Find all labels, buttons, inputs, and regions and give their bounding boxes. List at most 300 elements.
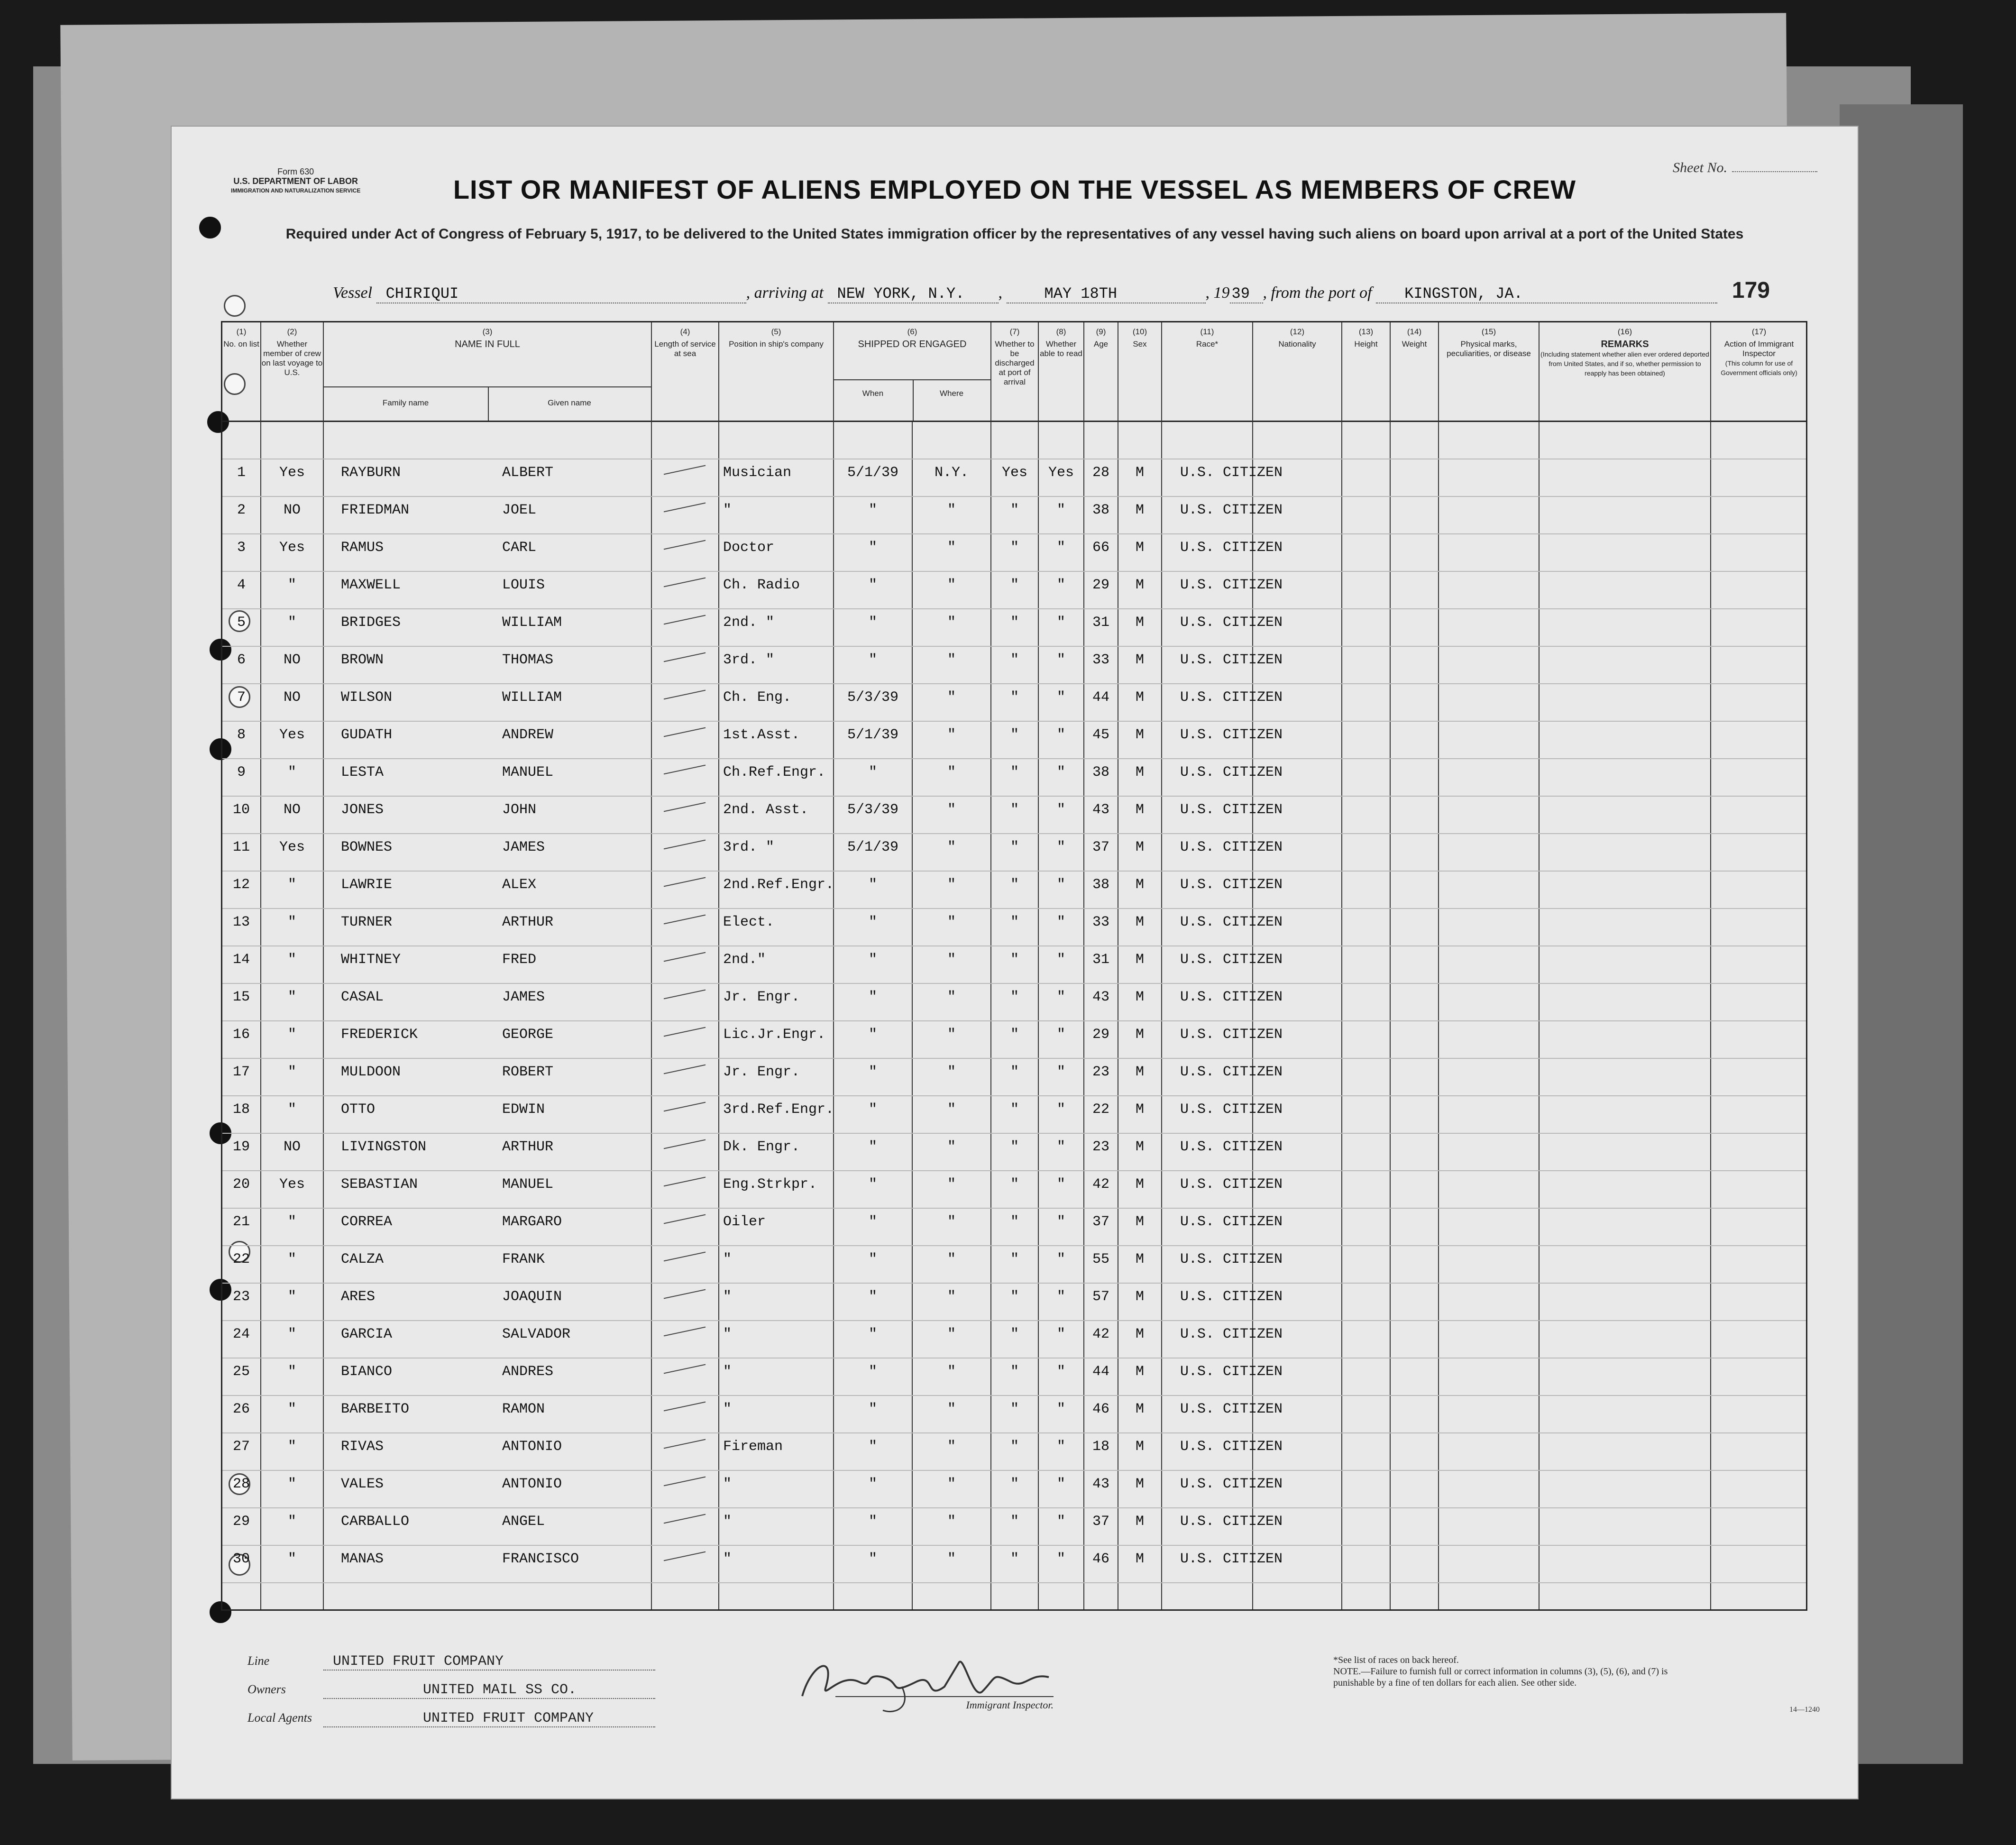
shipped-when-cell: 5/1/39	[847, 727, 899, 743]
table-row	[222, 1312, 1806, 1349]
position-cell: Oiler	[723, 1214, 766, 1230]
family-name-cell: ARES	[341, 1289, 376, 1305]
table-row	[222, 863, 1806, 900]
able-to-read-cell: "	[1056, 1251, 1065, 1267]
shipped-where-cell: "	[947, 1139, 956, 1155]
discharged-cell: "	[1010, 877, 1019, 893]
age-cell: 46	[1092, 1401, 1109, 1417]
header-divider	[834, 379, 990, 380]
service-tick-mark	[664, 840, 706, 850]
discharged-cell: "	[1010, 1064, 1019, 1080]
age-cell: 31	[1092, 952, 1109, 968]
vessel-name: CHIRIQUI	[376, 285, 746, 303]
shipped-where-cell: "	[947, 540, 956, 556]
age-cell: 31	[1092, 615, 1109, 631]
sex-cell: M	[1135, 465, 1144, 481]
discharged-cell: "	[1010, 1101, 1019, 1118]
col-header-service: (4) Length of service at sea	[654, 327, 716, 358]
last-voyage-cell: "	[287, 1476, 296, 1492]
form-service: IMMIGRATION AND NATURALIZATION SERVICE	[231, 187, 361, 194]
line-value: UNITED FRUIT COMPANY	[323, 1653, 655, 1671]
col-header-physical-marks: (15) Physical marks, peculiarities, or disease	[1447, 327, 1531, 358]
col-header-when: When	[862, 389, 884, 398]
sex-cell: M	[1135, 652, 1144, 668]
discharged-cell: "	[1010, 802, 1019, 818]
row-number: 24	[232, 1326, 250, 1342]
table-row	[222, 713, 1806, 750]
row-number: 4	[237, 577, 246, 593]
age-cell: 37	[1092, 1514, 1109, 1530]
service-tick-mark	[664, 690, 706, 700]
discharged-cell: "	[1010, 1251, 1019, 1267]
shipped-where-cell: "	[947, 989, 956, 1005]
shipped-when-cell: "	[868, 652, 877, 668]
last-voyage-cell: "	[287, 877, 296, 893]
col-header-height: (13) Height	[1354, 327, 1378, 349]
age-cell: 28	[1092, 465, 1109, 481]
given-name-cell: ARTHUR	[502, 914, 554, 930]
table-row	[222, 1387, 1806, 1424]
punch-hole	[199, 217, 221, 239]
able-to-read-cell: "	[1056, 577, 1065, 593]
nationality-cell: U.S. CITIZEN	[1180, 727, 1283, 743]
nationality-cell: U.S. CITIZEN	[1180, 1101, 1283, 1118]
row-number: 7	[237, 689, 246, 706]
able-to-read-cell: "	[1056, 764, 1065, 780]
able-to-read-cell: "	[1056, 1476, 1065, 1492]
shipped-when-cell: "	[868, 1251, 877, 1267]
sex-cell: M	[1135, 502, 1144, 518]
table-row	[222, 1050, 1806, 1087]
position-cell: Doctor	[723, 540, 775, 556]
col-header-nationality: (12) Nationality	[1278, 327, 1316, 349]
row-number: 19	[232, 1139, 250, 1155]
able-to-read-cell: "	[1056, 1064, 1065, 1080]
shipped-when-cell: 5/1/39	[847, 839, 899, 855]
service-tick-mark	[664, 802, 706, 812]
given-name-cell: MARGARO	[502, 1214, 562, 1230]
family-name-cell: LESTA	[341, 764, 384, 780]
year-prefix: 19	[1213, 284, 1230, 302]
table-body	[222, 422, 1806, 1609]
last-voyage-cell: NO	[283, 802, 301, 818]
position-cell: Elect.	[723, 914, 775, 930]
able-to-read-cell: "	[1056, 914, 1065, 930]
shipped-where-cell: "	[947, 1401, 956, 1417]
age-cell: 33	[1092, 652, 1109, 668]
sex-cell: M	[1135, 1064, 1144, 1080]
shipped-where-cell: "	[947, 652, 956, 668]
shipped-when-cell: "	[868, 1101, 877, 1118]
able-to-read-cell: "	[1056, 502, 1065, 518]
shipped-when-cell: "	[868, 1289, 877, 1305]
position-cell: Musician	[723, 465, 792, 481]
row-number: 30	[232, 1551, 250, 1567]
given-name-cell: LOUIS	[502, 577, 545, 593]
sex-cell: M	[1135, 1551, 1144, 1567]
able-to-read-cell: "	[1056, 1551, 1065, 1567]
discharged-cell: "	[1010, 1551, 1019, 1567]
last-voyage-cell: "	[287, 764, 296, 780]
row-number: 6	[237, 652, 246, 668]
age-cell: 45	[1092, 727, 1109, 743]
col-header-name: (3) NAME IN FULL	[455, 327, 520, 349]
shipped-where-cell: "	[947, 1064, 956, 1080]
row-number: 25	[232, 1364, 250, 1380]
age-cell: 18	[1092, 1439, 1109, 1455]
age-cell: 23	[1092, 1064, 1109, 1080]
able-to-read-cell: "	[1056, 1027, 1065, 1043]
family-name-cell: LIVINGSTON	[341, 1139, 427, 1155]
last-voyage-cell: "	[287, 1401, 296, 1417]
table-row	[222, 563, 1806, 600]
last-voyage-cell: "	[287, 1289, 296, 1305]
nationality-cell: U.S. CITIZEN	[1180, 1364, 1283, 1380]
sex-cell: M	[1135, 914, 1144, 930]
given-name-cell: CARL	[502, 540, 537, 556]
last-voyage-cell: "	[287, 577, 296, 593]
table-row	[222, 1462, 1806, 1499]
position-cell: 1st.Asst.	[723, 727, 800, 743]
row-number: 12	[232, 877, 250, 893]
last-voyage-cell: Yes	[279, 540, 305, 556]
nationality-cell: U.S. CITIZEN	[1180, 914, 1283, 930]
service-tick-mark	[664, 990, 706, 1000]
last-voyage-cell: NO	[283, 652, 301, 668]
service-tick-mark	[664, 1139, 706, 1149]
age-cell: 23	[1092, 1139, 1109, 1155]
position-cell: Ch. Radio	[723, 577, 800, 593]
given-name-cell: FRANK	[502, 1251, 545, 1267]
sex-cell: M	[1135, 1251, 1144, 1267]
service-tick-mark	[664, 652, 706, 662]
inspector-label: Immigrant Inspector.	[835, 1696, 1054, 1711]
sheet-number-field	[1673, 160, 1817, 176]
crew-table	[221, 321, 1807, 1611]
table-row	[222, 638, 1806, 675]
nationality-cell: U.S. CITIZEN	[1180, 1289, 1283, 1305]
sex-cell: M	[1135, 727, 1144, 743]
discharged-cell: "	[1010, 1176, 1019, 1193]
able-to-read-cell: "	[1056, 877, 1065, 893]
given-name-cell: RAMON	[502, 1401, 545, 1417]
row-number: 21	[232, 1214, 250, 1230]
age-cell: 43	[1092, 1476, 1109, 1492]
col-header-where: Where	[939, 389, 964, 398]
shipped-when-cell: "	[868, 1064, 877, 1080]
discharged-cell: "	[1010, 1514, 1019, 1530]
family-name-cell: MULDOON	[341, 1064, 401, 1080]
shipped-where-cell: "	[947, 952, 956, 968]
row-number: 10	[232, 802, 250, 818]
position-cell: "	[723, 1251, 732, 1267]
family-name-cell: RIVAS	[341, 1439, 384, 1455]
nationality-cell: U.S. CITIZEN	[1180, 1476, 1283, 1492]
given-name-cell: FRED	[502, 952, 537, 968]
sex-cell: M	[1135, 802, 1144, 818]
row-number: 27	[232, 1439, 250, 1455]
header-divider	[488, 386, 489, 421]
able-to-read-cell: "	[1056, 540, 1065, 556]
service-tick-mark	[664, 1402, 706, 1412]
position-cell: Eng.Strkpr.	[723, 1176, 817, 1193]
table-row	[222, 937, 1806, 975]
shipped-when-cell: "	[868, 764, 877, 780]
nationality-cell: U.S. CITIZEN	[1180, 1176, 1283, 1193]
position-cell: "	[723, 1401, 732, 1417]
last-voyage-cell: NO	[283, 502, 301, 518]
shipped-when-cell: "	[868, 1139, 877, 1155]
arrival-year: 39	[1230, 285, 1263, 303]
table-row	[222, 975, 1806, 1012]
col-header-age: (9) Age	[1093, 327, 1109, 349]
family-name-cell: JONES	[341, 802, 384, 818]
able-to-read-cell: "	[1056, 727, 1065, 743]
discharged-cell: "	[1010, 952, 1019, 968]
given-name-cell: ANTONIO	[502, 1476, 562, 1492]
age-cell: 43	[1092, 989, 1109, 1005]
shipped-when-cell: 5/1/39	[847, 465, 899, 481]
given-name-cell: WILLIAM	[502, 689, 562, 706]
nationality-cell: U.S. CITIZEN	[1180, 1214, 1283, 1230]
family-name-cell: BARBEITO	[341, 1401, 410, 1417]
last-voyage-cell: "	[287, 989, 296, 1005]
given-name-cell: THOMAS	[502, 652, 554, 668]
table-row	[222, 1275, 1806, 1312]
table-row	[222, 750, 1806, 788]
row-number: 17	[232, 1064, 250, 1080]
given-name-cell: JAMES	[502, 839, 545, 855]
last-voyage-cell: Yes	[279, 465, 305, 481]
family-name-cell: FRIEDMAN	[341, 502, 410, 518]
service-tick-mark	[664, 1327, 706, 1337]
position-cell: 3rd.Ref.Engr.	[723, 1101, 834, 1118]
last-voyage-cell: "	[287, 1101, 296, 1118]
able-to-read-cell: "	[1056, 1139, 1065, 1155]
table-row	[222, 1424, 1806, 1462]
age-cell: 33	[1092, 914, 1109, 930]
nationality-cell: U.S. CITIZEN	[1180, 839, 1283, 855]
given-name-cell: ALBERT	[502, 465, 554, 481]
row-number: 23	[232, 1289, 250, 1305]
age-cell: 44	[1092, 689, 1109, 706]
position-cell: Fireman	[723, 1439, 783, 1455]
col-header-shipped: (6) SHIPPED OR ENGAGED	[858, 327, 967, 349]
given-name-cell: ANDREW	[502, 727, 554, 743]
discharged-cell: "	[1010, 1139, 1019, 1155]
sex-cell: M	[1135, 1027, 1144, 1043]
departure-port: KINGSTON, JA.	[1376, 285, 1717, 303]
given-name-cell: EDWIN	[502, 1101, 545, 1118]
position-cell: "	[723, 1514, 732, 1530]
age-cell: 43	[1092, 802, 1109, 818]
discharged-cell: "	[1010, 1289, 1019, 1305]
shipped-where-cell: N.Y.	[934, 465, 969, 481]
shipped-when-cell: 5/3/39	[847, 689, 899, 706]
table-row	[222, 600, 1806, 638]
shipped-where-cell: "	[947, 1326, 956, 1342]
discharged-cell: "	[1010, 1401, 1019, 1417]
sheet-blank	[1732, 171, 1817, 172]
nationality-cell: U.S. CITIZEN	[1180, 1326, 1283, 1342]
nationality-cell: U.S. CITIZEN	[1180, 502, 1283, 518]
last-voyage-cell: "	[287, 1251, 296, 1267]
nationality-cell: U.S. CITIZEN	[1180, 465, 1283, 481]
family-name-cell: WHITNEY	[341, 952, 401, 968]
discharged-cell: "	[1010, 652, 1019, 668]
family-name-cell: GUDATH	[341, 727, 393, 743]
sex-cell: M	[1135, 577, 1144, 593]
position-cell: Lic.Jr.Engr.	[723, 1027, 826, 1043]
table-row	[222, 450, 1806, 488]
table-row	[222, 1087, 1806, 1125]
table-row	[222, 1349, 1806, 1387]
discharged-cell: "	[1010, 1439, 1019, 1455]
able-to-read-cell: "	[1056, 989, 1065, 1005]
col-header-remarks: (16) REMARKS (Including statement whether alien ever ordered deported from United States, and if so, whether permission to reapply has been obtained)	[1540, 327, 1709, 377]
row-number: 15	[232, 989, 250, 1005]
shipped-where-cell: "	[947, 1289, 956, 1305]
table-row	[222, 788, 1806, 825]
nationality-cell: U.S. CITIZEN	[1180, 1064, 1283, 1080]
last-voyage-cell: Yes	[279, 1176, 305, 1193]
header-divider	[913, 379, 914, 421]
table-row	[222, 675, 1806, 713]
row-number: 1	[237, 465, 246, 481]
family-name-cell: RAYBURN	[341, 465, 401, 481]
agents-field: Local Agents UNITED FRUIT COMPANY	[247, 1710, 655, 1727]
age-cell: 29	[1092, 577, 1109, 593]
position-cell: 2nd.Ref.Engr.	[723, 877, 834, 893]
sex-cell: M	[1135, 615, 1144, 631]
discharged-cell: "	[1010, 502, 1019, 518]
last-voyage-cell: "	[287, 1514, 296, 1530]
position-cell: "	[723, 1289, 732, 1305]
table-row	[222, 1125, 1806, 1162]
position-cell: "	[723, 1476, 732, 1492]
family-name-cell: CORREA	[341, 1214, 393, 1230]
given-name-cell: MANUEL	[502, 1176, 554, 1193]
col-header-family-name: Family name	[382, 398, 429, 407]
position-cell: 2nd."	[723, 952, 766, 968]
nationality-cell: U.S. CITIZEN	[1180, 1551, 1283, 1567]
position-cell: "	[723, 1551, 732, 1567]
service-tick-mark	[664, 1214, 706, 1224]
nationality-cell: U.S. CITIZEN	[1180, 1439, 1283, 1455]
sheet-number: 179	[1732, 278, 1770, 303]
punch-hole	[224, 295, 246, 317]
discharged-cell: "	[1010, 1476, 1019, 1492]
family-name-cell: CARBALLO	[341, 1514, 410, 1530]
shipped-when-cell: 5/3/39	[847, 802, 899, 818]
sex-cell: M	[1135, 1439, 1144, 1455]
shipped-where-cell: "	[947, 615, 956, 631]
sex-cell: M	[1135, 540, 1144, 556]
shipped-where-cell: "	[947, 1551, 956, 1567]
sex-cell: M	[1135, 689, 1144, 706]
age-cell: 42	[1092, 1326, 1109, 1342]
family-name-cell: MANAS	[341, 1551, 384, 1567]
given-name-cell: ALEX	[502, 877, 537, 893]
owners-field: Owners UNITED MAIL SS CO.	[247, 1682, 655, 1699]
table-row	[222, 825, 1806, 863]
last-voyage-cell: Yes	[279, 727, 305, 743]
table-row	[222, 1162, 1806, 1200]
position-cell: 2nd. Asst.	[723, 802, 809, 818]
form-code: 14—1240	[1789, 1706, 1820, 1714]
sex-cell: M	[1135, 839, 1144, 855]
shipped-when-cell: "	[868, 1027, 877, 1043]
last-voyage-cell: NO	[283, 1139, 301, 1155]
sex-cell: M	[1135, 1326, 1144, 1342]
position-cell: "	[723, 1364, 732, 1380]
shipped-when-cell: "	[868, 952, 877, 968]
shipped-when-cell: "	[868, 502, 877, 518]
given-name-cell: MANUEL	[502, 764, 554, 780]
shipped-where-cell: "	[947, 914, 956, 930]
able-to-read-cell: "	[1056, 1176, 1065, 1193]
sex-cell: M	[1135, 877, 1144, 893]
shipped-where-cell: "	[947, 502, 956, 518]
nationality-cell: U.S. CITIZEN	[1180, 952, 1283, 968]
family-name-cell: VALES	[341, 1476, 384, 1492]
age-cell: 46	[1092, 1551, 1109, 1567]
given-name-cell: GEORGE	[502, 1027, 554, 1043]
footnote	[1333, 1654, 1694, 1689]
sex-cell: M	[1135, 989, 1144, 1005]
age-cell: 37	[1092, 839, 1109, 855]
table-row	[222, 1012, 1806, 1050]
able-to-read-cell: "	[1056, 1514, 1065, 1530]
col-header-last-voyage: (2) Whether member of crew on last voyage to U.S.	[261, 327, 323, 377]
nationality-cell: U.S. CITIZEN	[1180, 615, 1283, 631]
row-number: 3	[237, 540, 246, 556]
last-voyage-cell: "	[287, 1439, 296, 1455]
row-number: 26	[232, 1401, 250, 1417]
discharged-cell: "	[1010, 914, 1019, 930]
shipped-when-cell: "	[868, 1326, 877, 1342]
able-to-read-cell: "	[1056, 1439, 1065, 1455]
line-field: Line UNITED FRUIT COMPANY	[247, 1653, 655, 1671]
penalty-note: NOTE.—Failure to furnish full or correct information in columns (3), (5), (6), and (7) is punishable by a fine of ten dollars for each alien. See other side.	[1333, 1666, 1668, 1688]
table-row	[222, 488, 1806, 525]
age-cell: 44	[1092, 1364, 1109, 1380]
able-to-read-cell: "	[1056, 1401, 1065, 1417]
shipped-when-cell: "	[868, 989, 877, 1005]
nationality-cell: U.S. CITIZEN	[1180, 577, 1283, 593]
position-cell: "	[723, 502, 732, 518]
given-name-cell: ARTHUR	[502, 1139, 554, 1155]
last-voyage-cell: NO	[283, 689, 301, 706]
shipped-when-cell: "	[868, 877, 877, 893]
col-header-sex: (10) Sex	[1132, 327, 1147, 349]
family-name-cell: FREDERICK	[341, 1027, 418, 1043]
family-name-cell: RAMUS	[341, 540, 384, 556]
age-cell: 42	[1092, 1176, 1109, 1193]
table-row	[222, 1499, 1806, 1537]
shipped-when-cell: "	[868, 615, 877, 631]
shipped-where-cell: "	[947, 1251, 956, 1267]
table-row	[222, 900, 1806, 937]
nationality-cell: U.S. CITIZEN	[1180, 764, 1283, 780]
col-header-position: (5) Position in ship's company	[729, 327, 824, 349]
able-to-read-cell: "	[1056, 1101, 1065, 1118]
discharged-cell: "	[1010, 727, 1019, 743]
age-cell: 38	[1092, 502, 1109, 518]
shipped-when-cell: "	[868, 1364, 877, 1380]
service-tick-mark	[664, 1102, 706, 1112]
given-name-cell: WILLIAM	[502, 615, 562, 631]
